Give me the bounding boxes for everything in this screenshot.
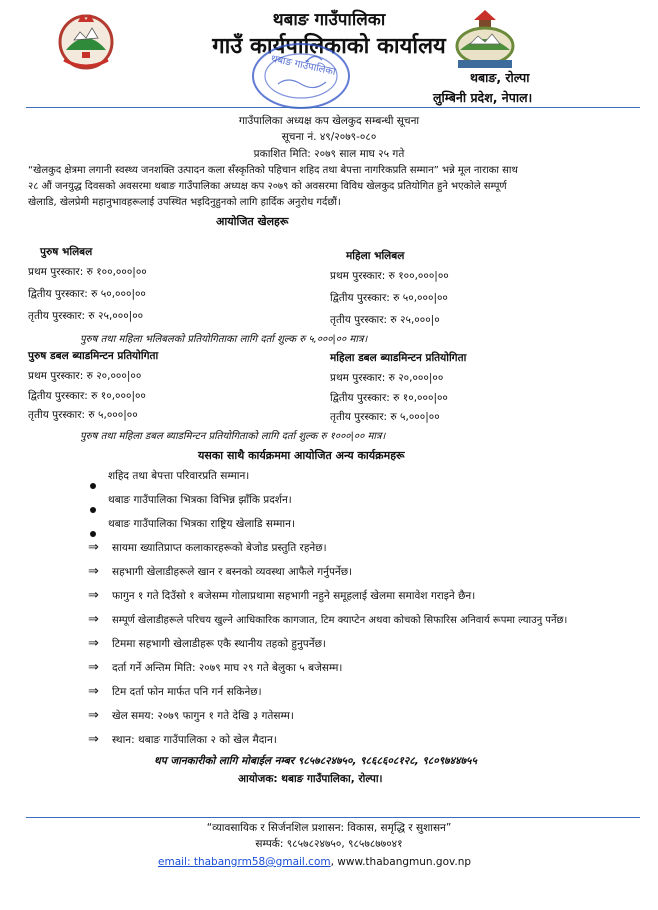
intro-line-1: “खेलकुद क्षेत्रमा लगानी स्वस्थ्य जनशक्ति उत्पादन कला सँस्कृतिको पहिचान शहिद तथा बेपत्ता नागरिकप्रति सम्मान” भन्ने मूल नाराका साथ: [28, 165, 518, 176]
women-volleyball-prize-1: प्रथम पुरस्कार: रु १००,०००|००: [330, 270, 449, 282]
men-badminton-prize-3: तृतीय पुरस्कार: रु ५,०००|००: [28, 409, 138, 421]
notice-number: सूचना नं. ४९/२०७९-०८०: [281, 131, 377, 143]
svg-text:थबाङ गाउँपालिका: थबाङ गाउँपालिका: [269, 53, 337, 78]
women-badminton-prize-1: प्रथम पुरस्कार: रु २०,०००|००: [330, 372, 444, 384]
org-name: थबाङ गाउँपालिका: [272, 10, 386, 30]
official-stamp: [248, 40, 354, 112]
bullet-item-2: थबाङ गाउँपालिका भित्रका विभिन्न झाँकि प्रदर्शन।: [108, 494, 292, 506]
women-volleyball-prize-3: तृतीय पुरस्कार: रु २५,०००|०: [330, 314, 440, 326]
arrow-item-5: टिममा सहभागी खेलाडीहरू एकै स्थानीय तहको हुनुपर्नेछ।: [112, 638, 326, 650]
header-divider: [26, 107, 640, 108]
arrow-item-7: टिम दर्ता फोन मार्फत पनि गर्न सकिनेछ।: [112, 686, 262, 698]
other-programs-heading: यसका साथै कार्यक्रममा आयोजित अन्य कार्यक्रमहरू: [198, 449, 405, 462]
badminton-fee-note: पुरुष तथा महिला डबल ब्याडमिन्टन प्रतियोगिताको लागि दर्ता शुल्क रु १०००|०० मात्र।: [80, 431, 386, 442]
men-badminton-heading: पुरुष डबल ब्याडमिन्टन प्रतियोगिता: [28, 350, 159, 362]
arrow-item-8: खेल समय: २०७९ फागुन १ गते देखि ३ गतेसम्म।: [112, 710, 294, 722]
published-date: प्रकाशित मिति: २०७९ साल माघ २५ गते: [253, 148, 405, 160]
footer-divider: [26, 817, 640, 818]
women-volleyball-prize-2: द्वितीय पुरस्कार: रु ५०,०००|००: [330, 292, 448, 304]
arrow-item-2: सहभागी खेलाडीहरूले खान र बस्नको व्यवस्था आफैले गर्नुपर्नेछ।: [112, 566, 353, 578]
men-volleyball-prize-1: प्रथम पुरस्कार: रु १००,०००|००: [28, 266, 147, 278]
address-line1: थबाङ, रोल्पा: [470, 70, 530, 85]
women-badminton-prize-2: द्वितीय पुरस्कार: रु १०,०००|००: [330, 392, 448, 404]
arrow-icon: ⇒: [88, 540, 99, 555]
arrow-item-4: सम्पूर्ण खेलाडीहरूले परिचय खुल्ने आधिकारिक कागजात, टिम क्याप्टेन अथवा कोचको सिफारिस अनिवार्य रूपमा ल्याउनु पर्नेछ।: [112, 615, 568, 626]
bullet-dot-icon: [90, 474, 96, 493]
men-volleyball-prize-2: द्वितीय पुरस्कार: रु ५०,०००|००: [28, 288, 146, 300]
arrow-item-6: दर्ता गर्ने अन्तिम मिति: २०७९ माघ २९ गते बेलुका ५ बजेसम्म।: [112, 662, 343, 674]
office-name: गाउँ कार्यपालिकाको कार्यालय: [212, 34, 446, 59]
volleyball-fee-note: पुरुष तथा महिला भलिबलको प्रतियोगिताका लागि दर्ता शुल्क रु ५,०००|०० मात्र।: [80, 334, 368, 345]
men-badminton-prize-2: द्वितीय पुरस्कार: रु १०,०००|००: [28, 390, 146, 402]
arrow-icon: ⇒: [88, 636, 99, 651]
footer-phone: सम्पर्क: ९८५७८२४७५०, ९८५७८७७०४१: [255, 838, 403, 850]
women-volleyball-heading: महिला भलिबल: [346, 250, 405, 262]
arrow-icon: ⇒: [88, 708, 99, 723]
arrow-icon: ⇒: [88, 660, 99, 675]
bullet-dot-icon: [90, 498, 96, 517]
arrow-item-3: फागुन १ गते दिउँसो १ बजेसम्म गोलाप्रथामा सहभागी नहुने समूहलाई खेलमा समावेश गराइने छैन।: [112, 590, 476, 602]
arrow-icon: ⇒: [88, 564, 99, 579]
footer-motto: “व्यावसायिक र सिर्जनशिल प्रशासन: विकास, समृद्धि र सुशासन”: [206, 822, 452, 834]
intro-line-3: खेलाडि, खेलप्रेमी महानुभावहरूलाई उपस्थित भइदिनुहुनको लागि हार्दिक अनुरोध गर्दछौं।: [28, 197, 341, 208]
bullet-dot-icon: [90, 522, 96, 541]
bullet-item-3: थबाङ गाउँपालिका भित्रका राष्ट्रिय खेलाडि सम्मान।: [108, 518, 295, 530]
municipality-logo: [452, 6, 518, 72]
arrow-icon: ⇒: [88, 612, 99, 627]
men-volleyball-heading: पुरुष भलिबल: [40, 246, 93, 258]
arrow-icon: ⇒: [88, 684, 99, 699]
arrow-item-1: सायमा ख्यातिप्राप्त कलाकारहरूको बेजोड प्रस्तुति रहनेछ।: [112, 542, 327, 554]
women-badminton-heading: महिला डबल ब्याडमिन्टन प्रतियोगिता: [330, 352, 467, 364]
notice-title: गाउँपालिका अध्यक्ष कप खेलकुद सम्बन्धी सूचना: [238, 115, 420, 127]
website-text: , www.thabangmun.gov.np: [330, 856, 472, 868]
arrow-icon: ⇒: [88, 732, 99, 747]
address-line2: लुम्बिनी प्रदेश, नेपाल।: [433, 90, 533, 105]
men-volleyball-prize-3: तृतीय पुरस्कार: रु २५,०००|००: [28, 310, 144, 322]
bullet-item-1: शहिद तथा बेपत्ता परिवारप्रति सम्मान।: [108, 470, 250, 482]
arrow-icon: ⇒: [88, 588, 99, 603]
women-badminton-prize-3: तृतीय पुरस्कार: रु ५,०००|००: [330, 411, 440, 423]
email-link[interactable]: email: thabangrm58@gmail.com: [158, 856, 331, 868]
mobile-contact-line: थप जानकारीको लागि मोबाईल नम्बर ९८५७८२४७५०, ९८६८६०८१२८, ९८०९७४४७५५: [154, 755, 477, 767]
arrow-item-9: स्थान: थबाङ गाउँपालिका २ को खेल मैदान।: [112, 734, 277, 746]
organizer-line: आयोजक: थबाङ गाउँपालिका, रोल्पा।: [238, 773, 383, 785]
events-heading: आयोजित खेलहरू: [216, 215, 289, 228]
men-badminton-prize-1: प्रथम पुरस्कार: रु २०,०००|००: [28, 370, 142, 382]
intro-line-2: २८ औं जनयुद्ध दिवसको अवसरमा थबाङ गाउँपालिका अध्यक्ष कप २०७९ को अवसरमा विविध खेलकुद प्रतियोगित हुने भएकोले सम्पूर्ण: [28, 181, 507, 192]
